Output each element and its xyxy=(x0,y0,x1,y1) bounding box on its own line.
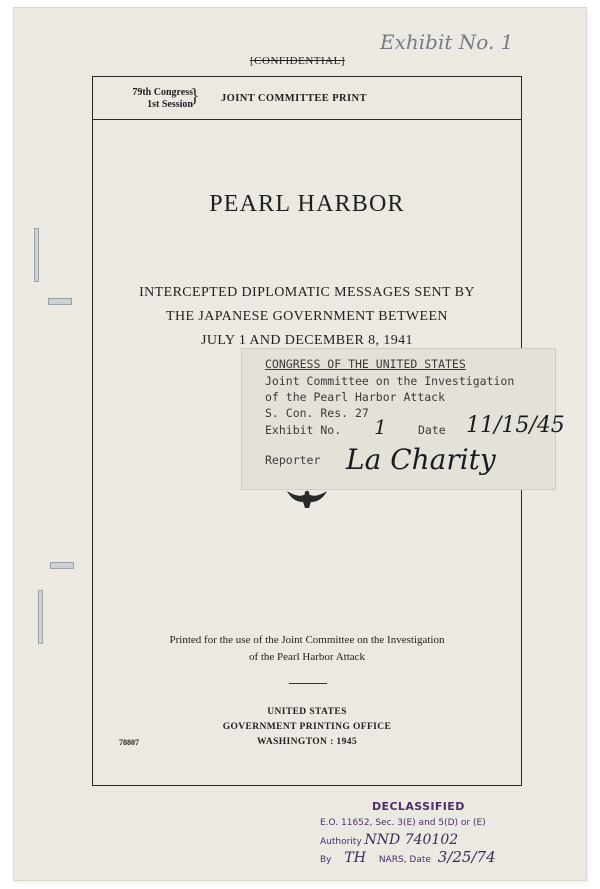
staple-mark xyxy=(50,562,74,569)
by-value: TH xyxy=(344,850,366,866)
declassified-date: 3/25/74 xyxy=(437,848,496,866)
printed-for-line: of the Pearl Harbor Attack xyxy=(248,651,366,663)
publisher-line: WASHINGTON : 1945 xyxy=(256,737,358,747)
congress-session xyxy=(101,87,193,111)
subtitle xyxy=(93,281,521,353)
subtitle-line: JULY 1 AND DECEMBER 8, 1941 xyxy=(201,333,413,348)
subtitle-line: INTERCEPTED DIPLOMATIC MESSAGES SENT BY xyxy=(139,285,475,300)
page-title: PEARL HARBOR xyxy=(209,191,405,217)
exhibit-label-heading: CONGRESS OF THE UNITED STATES xyxy=(265,357,466,371)
document-cover xyxy=(14,8,586,880)
printed-for-line: Printed for the use of the Joint Committee on the Investigation xyxy=(169,634,445,646)
declassified-authority xyxy=(320,832,458,848)
by-label: By xyxy=(320,855,332,865)
staple-mark xyxy=(38,590,43,644)
printed-for-note xyxy=(93,632,521,666)
staple-mark xyxy=(48,298,72,305)
brace-glyph: } xyxy=(190,85,200,107)
print-label: JOINT COMMITTEE PRINT xyxy=(221,93,367,104)
print-number: 78807 xyxy=(119,738,139,747)
exhibit-number-value: 1 xyxy=(374,415,387,439)
publisher-line: GOVERNMENT PRINTING OFFICE xyxy=(222,722,392,732)
divider-rule xyxy=(289,683,327,684)
declassified-line: E.O. 11652, Sec. 3(E) and 5(D) or (E) xyxy=(320,818,486,828)
congress-label: 79th Congress xyxy=(132,87,193,98)
subtitle-line: THE JAPANESE GOVERNMENT BETWEEN xyxy=(166,309,448,324)
declassified-by xyxy=(320,848,496,866)
exhibit-label-line: S. Con. Res. 27 xyxy=(265,406,369,420)
authority-label: Authority xyxy=(320,837,362,847)
exhibit-label-line: of the Pearl Harbor Attack xyxy=(265,390,446,404)
date-label: Date xyxy=(418,423,446,437)
reporter-signature: La Charity xyxy=(346,443,496,476)
handwritten-exhibit-note: Exhibit No. 1 xyxy=(380,30,514,54)
eagle-emblem-icon xyxy=(285,488,329,510)
publisher-line: UNITED STATES xyxy=(267,707,347,717)
authority-value: NND 740102 xyxy=(364,832,459,848)
staple-mark xyxy=(34,228,39,282)
publisher-block xyxy=(93,705,521,750)
reporter-label: Reporter xyxy=(265,453,321,467)
frame-header xyxy=(93,77,521,120)
session-label: 1st Session xyxy=(147,99,193,110)
declassified-title: DECLASSIFIED xyxy=(372,800,465,813)
date-value: 11/15/45 xyxy=(466,413,565,438)
exhibit-label-line: Joint Committee on the Investigation xyxy=(265,374,515,388)
confidential-stamp: [CONFIDENTIAL] xyxy=(250,55,345,67)
exhibit-label xyxy=(242,349,565,489)
exhibit-number-label: Exhibit No. xyxy=(265,423,342,437)
nars-label: NARS, Date xyxy=(378,855,431,865)
